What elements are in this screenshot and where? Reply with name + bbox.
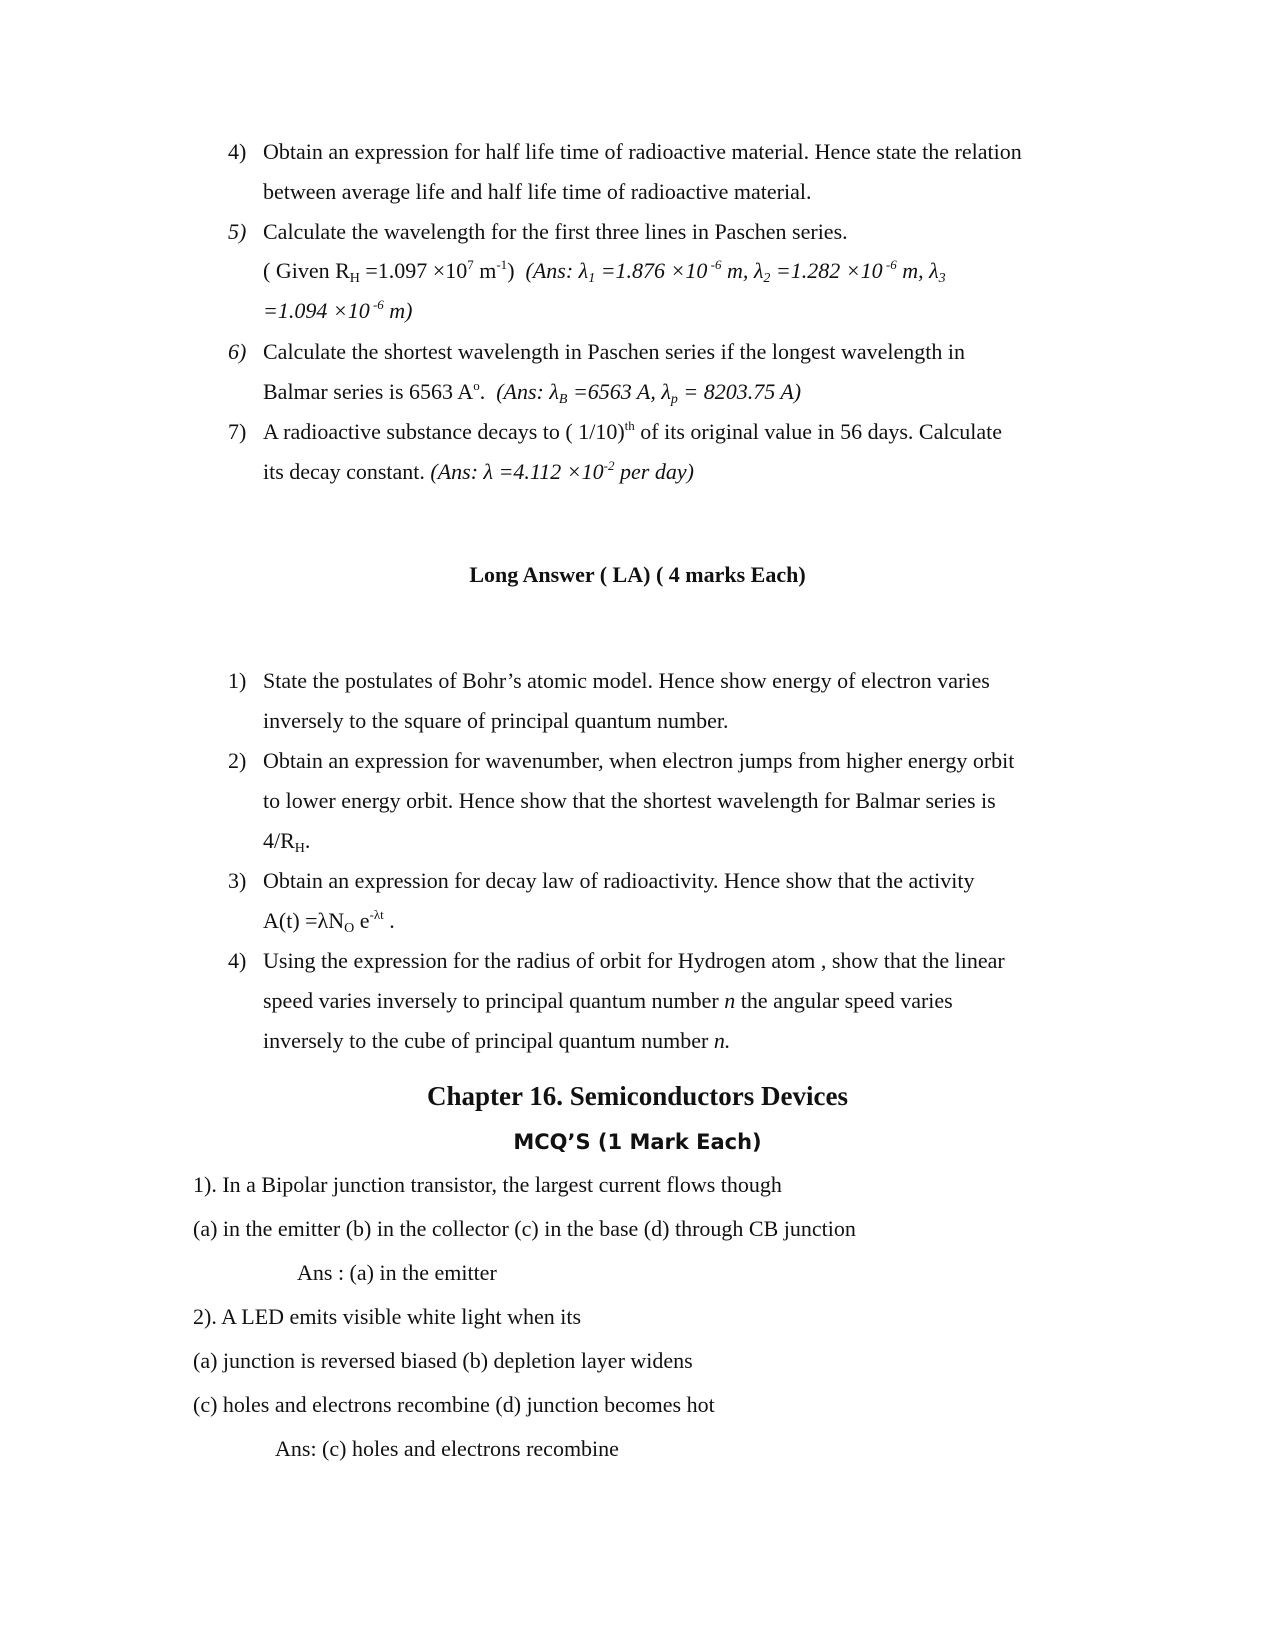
question-number: 7) (228, 419, 247, 444)
question-text: A radioactive substance decays to ( 1/10)$^{th}$ of its original value in 56 days. Calculate (263, 418, 1002, 444)
answer-text: (Ans: $\lambda =4.112 \times 10^{-2}$ per day) (430, 458, 694, 484)
question-text: Obtain an expression for decay law of radioactivity. Hence show that the activity (263, 868, 975, 893)
question-text: State the postulates of Bohr’s atomic model. Hence show energy of electron varies (263, 668, 990, 693)
mcq-options: (c) holes and electrons recombine (d) junction becomes hot (193, 1392, 715, 1417)
given-and-answer-line (263, 251, 946, 291)
question-number: 5) (228, 219, 247, 244)
question-text: Using the expression for the radius of orbit for Hydrogen atom , show that the linear (263, 948, 1005, 973)
question-text: inversely to the cube of principal quantum number n. (263, 1028, 731, 1053)
question-number: 1) (228, 668, 247, 693)
question-text: to lower energy orbit. Hence show that the shortest wavelength for Balmar series is (263, 788, 996, 813)
question-text: Calculate the shortest wavelength in Paschen series if the longest wavelength in (263, 339, 965, 364)
question-text: Obtain an expression for half life time of radioactive material. Hence state the relation (263, 139, 1022, 164)
mcq-answer: Ans : (a) in the emitter (297, 1260, 497, 1285)
answer-text: (Ans: $\lambda_1 =1.876 \times 10$ $^{-6}$ m, $\lambda_2 =1.282 \times 10$ $^{-6}$ m, $\lambda_3$ (525, 257, 946, 286)
question-text: Balmar series is 6563 $A^o$. (Ans: $\lambda_B =6563$ A, $\lambda_p = 8203.75$ A) (263, 378, 802, 407)
question-text: its decay constant. (Ans: $\lambda =4.112 \times 10^{-2}$ per day) (263, 458, 694, 484)
answer-text: =1.094 ×10 $^{-6}$ m) (263, 297, 413, 323)
given-values: ( Given $R_H =1.097 \times 10^7$ $m^{-1}$) (263, 257, 515, 286)
question-text: Obtain an expression for wavenumber, when electron jumps from higher energy orbit (263, 748, 1015, 773)
question-number: 4) (228, 948, 247, 973)
mcq-answer: Ans: (c) holes and electrons recombine (275, 1436, 619, 1461)
mcq-question: 2). A LED emits visible white light when its (193, 1304, 582, 1329)
question-number: 2) (228, 748, 247, 773)
question-text: inversely to the square of principal quantum number. (263, 708, 729, 733)
mcq-heading: MCQ’S (1 Mark Each) (513, 1130, 762, 1154)
answer-text: (Ans: $\lambda_B =6563$ A, $\lambda_p = 8203.75$ A) (496, 379, 802, 407)
long-answer-heading: Long Answer ( LA) ( 4 marks Each) (469, 562, 806, 587)
chapter-title: Chapter 16. Semiconductors Devices (427, 1081, 848, 1111)
mcq-question: 1). In a Bipolar junction transistor, the largest current flows though (193, 1172, 782, 1197)
question-text: Calculate the wavelength for the first three lines in Paschen series. (263, 219, 848, 244)
question-number: 6) (228, 339, 247, 364)
mcq-options: (a) in the emitter (b) in the collector (c) in the base (d) through CB junction (193, 1216, 856, 1241)
question-text: $4/R_H$. (263, 828, 311, 856)
question-text: speed varies inversely to principal quantum number n the angular speed varies (263, 988, 953, 1013)
mcq-options: (a) junction is reversed biased (b) depletion layer widens (193, 1348, 693, 1373)
question-number: 3) (228, 868, 247, 893)
question-text: between average life and half life time of radioactive material. (263, 179, 812, 204)
question-text: $A(t) =\lambda N_O$ $e^{-\lambda t}$ . (263, 907, 395, 936)
question-number: 4) (228, 139, 247, 164)
